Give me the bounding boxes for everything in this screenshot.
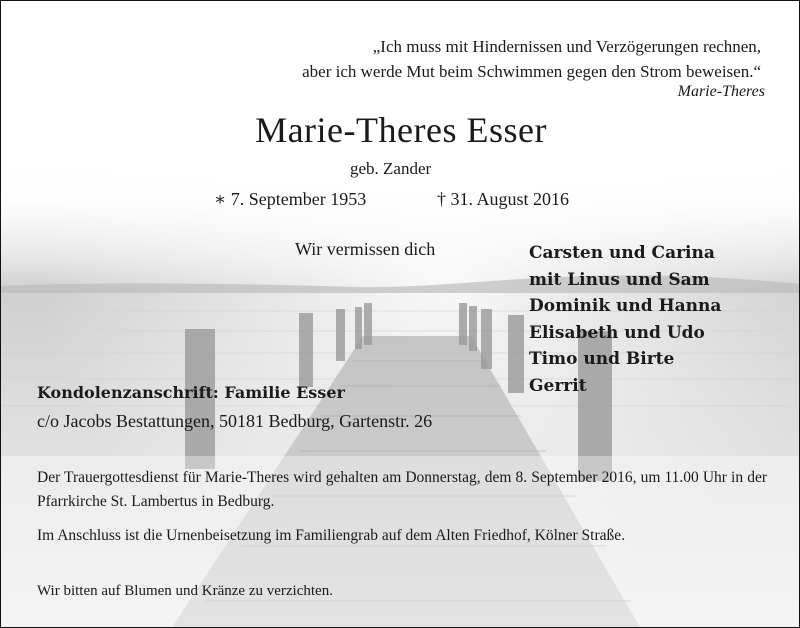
mourner-name: Timo und Birte <box>529 349 675 369</box>
condolence-address: c/o Jacobs Bestattungen, 50181 Bedburg, Gartenstr. 26 <box>37 411 433 431</box>
flowers-request-notice: Wir bitten auf Blumen und Kränze zu verzichten. <box>37 583 333 599</box>
mourner-name: mit Linus und Sam <box>529 269 710 290</box>
mourner-name: Dominik und Hanna <box>529 296 722 316</box>
text-content <box>1 1 799 627</box>
quote-attribution: Marie-Theres <box>677 83 765 100</box>
urn-burial-notice: Im Anschluss ist die Urnenbeisetzung im Familiengrab auf dem Alten Friedhof, Kölner Straße. <box>37 527 626 544</box>
quote-line-1: „Ich muss mit Hindernissen und Verzögerungen rechnen, <box>372 37 761 56</box>
mourner-list <box>529 240 721 399</box>
quote-line-2: aber ich werde Mut beim Schwimmen gegen den Strom beweisen.“ <box>302 62 761 81</box>
mourner-name: Carsten und Carina <box>529 243 715 263</box>
condolence-label: Kondolenzanschrift: Familie Esser <box>37 383 345 402</box>
funeral-service-notice: Der Trauergottesdienst für Marie-Theres wird gehalten am Donnerstag, dem 8. September 2016, um 11.00 Uhr in der Pfarrkirche St. Lambertus in Bedburg. <box>37 469 767 510</box>
mourner-name: Elisabeth und Udo <box>529 322 705 343</box>
death-date: † 31. August 2016 <box>437 189 570 209</box>
mourner-name: Gerrit <box>529 375 587 396</box>
deceased-name: Marie-Theres Esser <box>255 110 547 150</box>
birth-date: ∗ 7. September 1953 <box>214 189 367 209</box>
mourning-phrase: Wir vermissen dich <box>295 239 436 259</box>
maiden-name: geb. Zander <box>350 159 432 178</box>
